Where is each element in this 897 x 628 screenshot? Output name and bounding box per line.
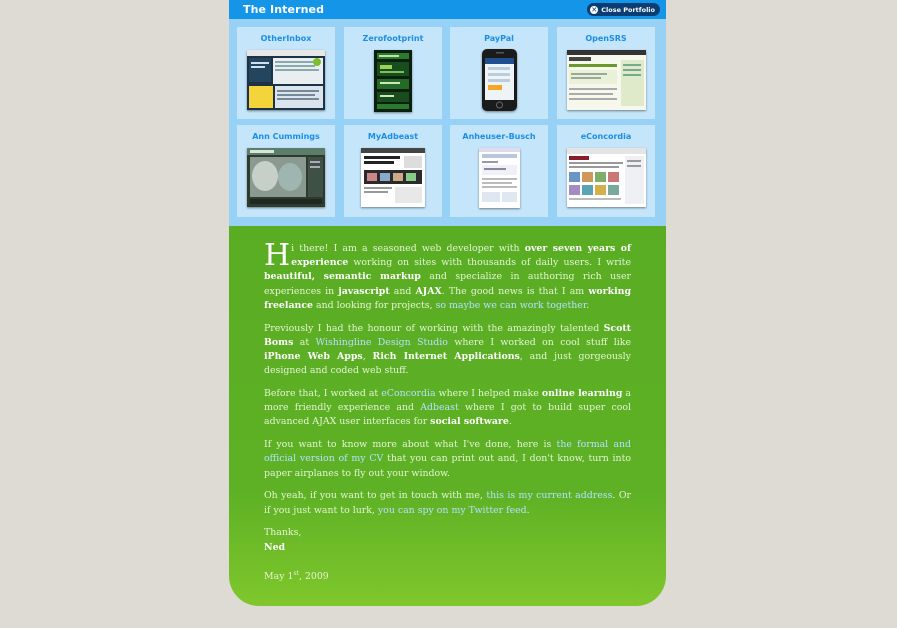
date-suffix: st xyxy=(293,569,299,577)
cv-paragraph xyxy=(264,438,631,481)
date-month: May 1 xyxy=(264,570,294,582)
highlight-online-learning: online learning xyxy=(541,388,623,400)
econcordia-link[interactable]: eConcordia xyxy=(381,388,436,400)
portfolio-item-label: OpenSRS xyxy=(585,34,627,43)
portfolio-item-econcordia[interactable] xyxy=(557,125,655,217)
text: where I helped make xyxy=(435,388,542,400)
highlight-experience: over seven years of experience xyxy=(291,243,632,269)
portfolio-item-label: OtherInbox xyxy=(260,34,312,43)
about-section xyxy=(229,226,666,606)
highlight-freelance: working freelance xyxy=(264,285,632,311)
portfolio-item-label: MyAdbeast xyxy=(367,132,419,141)
close-portfolio-button[interactable] xyxy=(587,3,660,16)
previous-work-paragraph xyxy=(264,322,631,379)
highlight-social-software: social software xyxy=(430,416,509,428)
signoff xyxy=(264,526,631,554)
text: i there! I am a seasoned web developer with xyxy=(291,243,525,254)
econcordia-thumbnail xyxy=(567,148,646,207)
portfolio-item-label: PayPal xyxy=(484,34,514,43)
portfolio-item-label: Zerofootprint xyxy=(362,34,424,43)
twitter-link[interactable]: you can spy on my Twitter feed xyxy=(377,504,527,516)
post-date xyxy=(264,567,631,584)
opensrs-thumbnail xyxy=(567,50,646,110)
author-name: Ned xyxy=(264,541,286,553)
anheuser-busch-thumbnail xyxy=(479,148,520,208)
portfolio-item-paypal[interactable] xyxy=(450,27,548,119)
text: . xyxy=(508,416,512,428)
ann-cummings-thumbnail xyxy=(247,148,325,207)
text: If you want to know more about what I've done, here is xyxy=(264,439,557,451)
before-that-paragraph xyxy=(264,387,631,430)
portfolio-item-zerofootprint[interactable] xyxy=(344,27,442,119)
highlight-scott-boms: Scott Boms xyxy=(264,322,631,348)
intro-paragraph xyxy=(264,238,632,313)
thanks-text: Thanks, xyxy=(264,527,302,539)
highlight-ajax: AJAX xyxy=(415,285,442,297)
portfolio-item-myadbeast[interactable] xyxy=(344,125,442,217)
header-bar xyxy=(229,0,666,19)
text: . Or if you just want to lurk, xyxy=(264,490,631,516)
text: where I got to build super cool advanced AJAX user interfaces for xyxy=(264,402,631,428)
text: a more friendly experience and xyxy=(264,388,631,414)
highlight-ria: Rich Internet Applications xyxy=(372,351,520,363)
work-together-link[interactable]: so maybe we can work together xyxy=(435,299,587,311)
highlight-markup: beautiful, semantic markup xyxy=(264,271,421,283)
text: Previously I had the honour of working with the amazingly talented xyxy=(264,322,604,334)
highlight-iphone: iPhone Web Apps xyxy=(264,351,363,363)
text: and specialize in authoring rich user experiences in xyxy=(264,271,631,297)
wishingline-link[interactable]: Wishingline Design Studio xyxy=(315,336,448,348)
date-year: , 2009 xyxy=(298,570,329,582)
text: and xyxy=(389,285,416,297)
myadbeast-thumbnail xyxy=(361,148,425,207)
text: , and just gorgeously designed and coded web stuff. xyxy=(264,351,631,377)
portfolio-item-ann-cummings[interactable] xyxy=(237,125,335,217)
adbeast-link[interactable]: Adbeast xyxy=(420,402,459,414)
text: Before that, I worked at xyxy=(264,388,382,400)
close-portfolio-label: Close Portfolio xyxy=(601,5,655,14)
portfolio-item-label: eConcordia xyxy=(580,132,632,141)
close-icon: ✕ xyxy=(591,5,598,14)
highlight-javascript: javascript xyxy=(338,285,390,297)
portfolio-item-label: Ann Cummings xyxy=(252,132,320,141)
portfolio-item-anheuser-busch[interactable] xyxy=(450,125,548,217)
portfolio-page xyxy=(229,0,666,606)
site-title: The Interned xyxy=(243,3,325,16)
text: . xyxy=(586,299,590,311)
text: . xyxy=(526,504,530,516)
portfolio-grid xyxy=(229,19,666,226)
text: , xyxy=(362,351,373,363)
text: Oh yeah, if you want to get in touch with me, xyxy=(264,490,487,502)
about-content xyxy=(264,238,632,593)
text: and looking for projects, xyxy=(313,299,436,311)
address-link[interactable]: this is my current address xyxy=(486,490,613,502)
text: . The good news is that I am xyxy=(441,285,589,297)
text: that you can print out and, I don't know, turn into paper airplanes to fly out your window. xyxy=(264,453,632,479)
text: at xyxy=(293,336,316,348)
portfolio-item-label: Anheuser-Busch xyxy=(462,132,536,141)
zerofootprint-thumbnail xyxy=(374,50,412,112)
contact-paragraph xyxy=(264,489,631,517)
otherinbox-thumbnail xyxy=(247,50,325,110)
text: where I worked on cool stuff like xyxy=(447,336,631,348)
cv-link[interactable]: the formal and official version of my CV xyxy=(264,439,631,465)
portfolio-item-opensrs[interactable] xyxy=(557,27,655,119)
portfolio-item-otherinbox[interactable] xyxy=(237,27,335,119)
dropcap: H xyxy=(264,238,291,273)
text: working on sites with thousands of daily users. I write xyxy=(348,257,631,269)
paypal-thumbnail xyxy=(482,49,517,111)
